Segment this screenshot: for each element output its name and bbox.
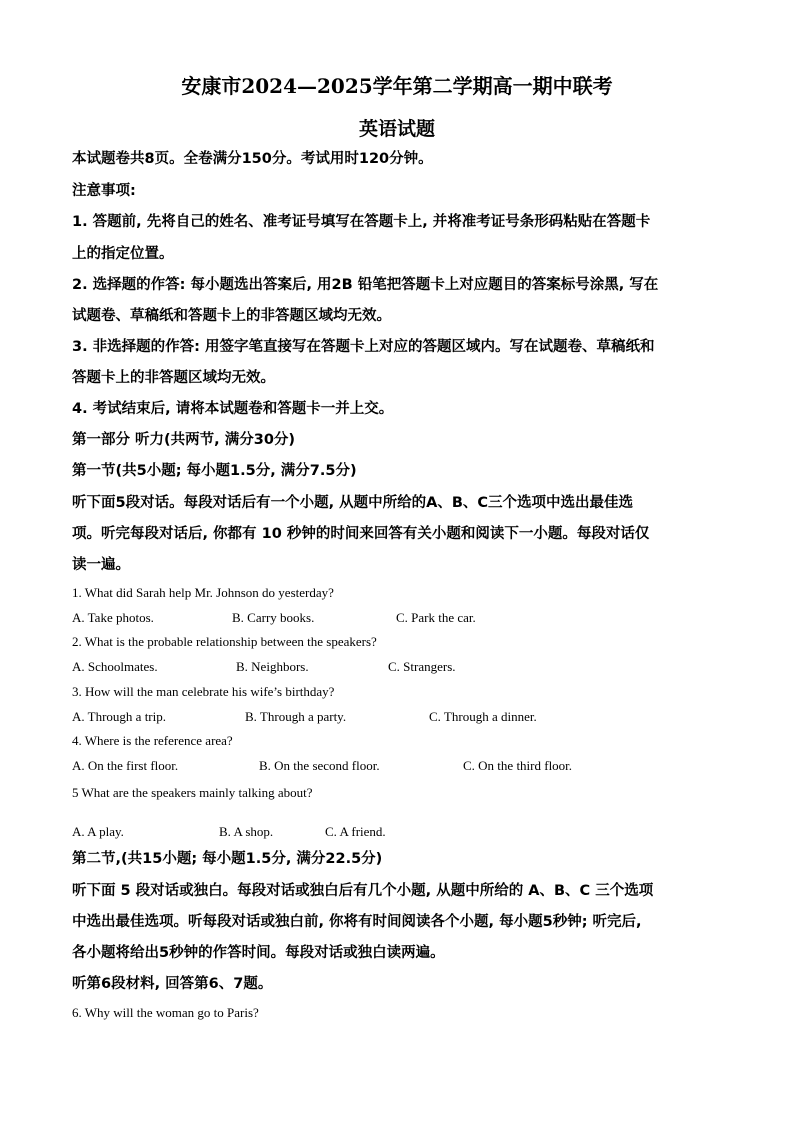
option-a: A. A play. [72, 824, 124, 839]
note-1-line-2: 上的指定位置。 [72, 246, 174, 262]
section-2-instruction-line-3: 各小题将给出5秒钟的作答时间。每段对话或独白读两遍。 [72, 945, 445, 961]
option-c: C. On the third floor. [463, 758, 573, 773]
option-c: C. Strangers. [388, 659, 456, 674]
option-b: B. On the second floor. [259, 758, 380, 773]
option-c: C. A friend. [325, 824, 386, 839]
material-6-heading: 听第6段材料, 回答第6、7题。 [72, 976, 273, 992]
option-b: B. Through a party. [245, 709, 347, 724]
option-a: A. Take photos. [72, 610, 154, 625]
question-5: 5 What are the speakers mainly talking about? [72, 785, 313, 800]
page-title: 安康市2024—2025学年第二学期高一期中联考 [181, 74, 613, 98]
note-2-line-1: 2. 选择题的作答: 每小题选出答案后, 用2B 铅笔把答题卡上对应题目的答案标号涂黑, 写在 [72, 277, 659, 293]
section-2-instruction-line-2: 中选出最佳选项。听每段对话或独白前, 你将有时间阅读各个小题, 每小题5秒钟; 听完后, [72, 914, 642, 930]
notes-heading: 注意事项: [72, 183, 136, 199]
section-2-heading: 第二节,(共15小题; 每小题1.5分, 满分22.5分) [72, 851, 383, 867]
note-2-line-2: 试题卷、草稿纸和答题卡上的非答题区域均无效。 [72, 308, 391, 324]
note-1-line-1: 1. 答题前, 先将自己的姓名、准考证号填写在答题卡上, 并将准考证号条形码粘贴在答题卡 [72, 214, 651, 230]
option-c: C. Park the car. [396, 610, 476, 625]
option-c: C. Through a dinner. [429, 709, 537, 724]
option-a: A. Schoolmates. [72, 659, 158, 674]
question-6: 6. Why will the woman go to Paris? [72, 1005, 259, 1020]
section-1-instruction-line-2: 项。听完每段对话后, 你都有 10 秒钟的时间来回答有关小题和阅读下一小题。每段对话仅 [72, 526, 650, 542]
part-1-heading: 第一部分 听力(共两节, 满分30分) [72, 432, 296, 448]
option-a: A. Through a trip. [72, 709, 166, 724]
note-4-line-1: 4. 考试结束后, 请将本试题卷和答题卡一并上交。 [72, 401, 394, 417]
question-2-options [72, 659, 722, 675]
exam-intro: 本试题卷共8页。全卷满分150分。考试用时120分钟。 [72, 151, 433, 167]
question-4-options [72, 758, 722, 774]
question-5-options [72, 824, 722, 840]
question-3-options [72, 709, 722, 725]
section-2-instruction-line-1: 听下面 5 段对话或独白。每段对话或独白后有几个小题, 从题中所给的 A、B、C 三个选项 [72, 883, 654, 899]
page-subtitle: 英语试题 [358, 118, 435, 140]
section-1-instruction-line-3: 读一遍。 [72, 557, 130, 573]
question-1-options [72, 610, 722, 626]
option-a: A. On the first floor. [72, 758, 179, 773]
question-2: 2. What is the probable relationship between the speakers? [72, 634, 377, 649]
section-1-heading: 第一节(共5小题; 每小题1.5分, 满分7.5分) [72, 463, 357, 479]
question-4: 4. Where is the reference area? [72, 733, 233, 748]
option-b: B. Carry books. [232, 610, 315, 625]
question-3: 3. How will the man celebrate his wife’s birthday? [72, 684, 335, 699]
option-b: B. A shop. [219, 824, 274, 839]
option-b: B. Neighbors. [236, 659, 309, 674]
note-3-line-1: 3. 非选择题的作答: 用签字笔直接写在答题卡上对应的答题区域内。写在试题卷、草稿纸和 [72, 339, 655, 355]
section-1-instruction-line-1: 听下面5段对话。每段对话后有一个小题, 从题中所给的A、B、C三个选项中选出最佳选 [72, 495, 634, 511]
question-1: 1. What did Sarah help Mr. Johnson do yesterday? [72, 585, 334, 600]
note-3-line-2: 答题卡上的非答题区域均无效。 [72, 370, 275, 386]
